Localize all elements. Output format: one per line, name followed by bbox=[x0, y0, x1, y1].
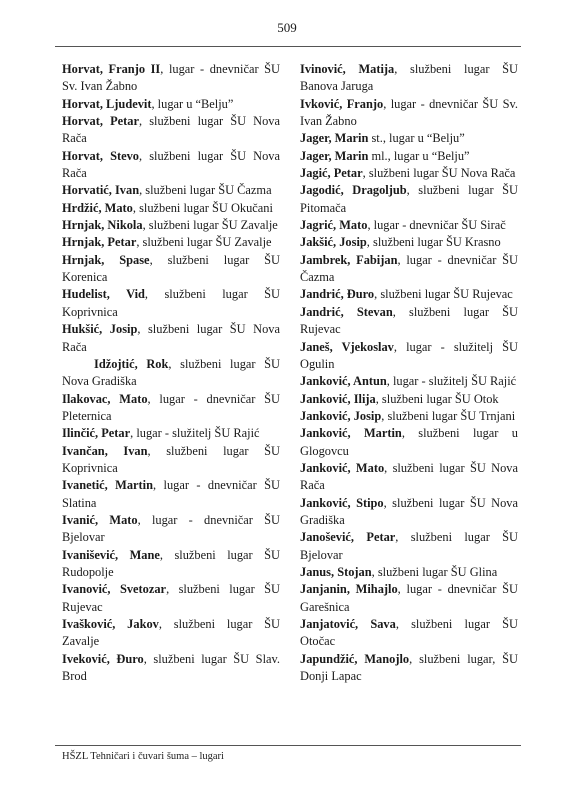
entry-name: Janković, Antun bbox=[300, 374, 387, 389]
entry-name: Ivković, Franjo bbox=[300, 96, 384, 111]
directory-entry bbox=[300, 165, 518, 182]
directory-entry bbox=[62, 443, 280, 478]
entry-name: Japundžić, Manojlo bbox=[300, 651, 410, 666]
entry-detail: , lugar - dnevničar ŠU Bjelovar bbox=[62, 512, 280, 545]
directory-entry bbox=[62, 217, 280, 234]
directory-entry bbox=[300, 148, 518, 165]
directory-entry bbox=[62, 61, 280, 96]
entry-detail: , službeni lugar ŠU Rujevac bbox=[62, 582, 281, 614]
directory-entry bbox=[300, 339, 518, 374]
entry-name: Hrdžić, Mato bbox=[62, 200, 133, 215]
entry-name: Hrnjak, Nikola bbox=[62, 218, 143, 233]
directory-entry bbox=[300, 425, 518, 460]
directory-entry bbox=[300, 651, 518, 686]
entry-detail: , lugar - dnevničar ŠU Pleternica bbox=[62, 391, 281, 423]
directory-entry bbox=[300, 130, 518, 147]
directory-entry bbox=[300, 96, 518, 131]
directory-entry bbox=[62, 321, 280, 356]
entry-detail: , službeni lugar ŠU Nova Gradiška bbox=[300, 495, 519, 527]
directory-entry bbox=[62, 512, 280, 547]
entry-detail: , službeni lugar ŠU Zavalje bbox=[142, 218, 278, 233]
entry-detail: , lugar - dnevničar ŠU Sirač bbox=[367, 218, 506, 233]
entry-detail: , službeni lugar ŠU Banova Jaruga bbox=[300, 62, 518, 94]
entry-detail: , službeni lugar ŠU Trnjani bbox=[381, 408, 516, 423]
entry-detail: , službeni lugar ŠU Bjelovar bbox=[300, 530, 519, 562]
directory-entry bbox=[62, 391, 280, 426]
entry-name: Ivanetić, Martin bbox=[62, 478, 154, 493]
directory-entry bbox=[300, 217, 518, 234]
directory-entry bbox=[300, 286, 518, 303]
directory-entry bbox=[300, 616, 518, 651]
entry-detail: , službeni lugar ŠU Koprivnica bbox=[62, 443, 280, 475]
page-footer: HŠZL Tehničari i čuvari šuma – lugari bbox=[62, 751, 224, 762]
entry-name: Iveković, Đuro bbox=[62, 651, 144, 666]
directory-entry bbox=[62, 616, 280, 651]
entry-detail: , lugar u “Belju” bbox=[151, 96, 234, 111]
directory-entry bbox=[62, 425, 280, 442]
entry-name: Janjatović, Sava bbox=[300, 617, 396, 631]
header-rule bbox=[55, 46, 521, 47]
entry-detail: , službeni lugar ŠU Rujevac bbox=[300, 304, 519, 337]
entry-detail: , službeni lugar ŠU Slav. Brod bbox=[62, 651, 280, 684]
entry-name: Janjanin, Mihajlo bbox=[300, 582, 398, 597]
directory-entry bbox=[62, 252, 280, 287]
entry-name: Ilakovac, Mato bbox=[62, 391, 148, 406]
entry-name: Hrnjak, Petar bbox=[62, 235, 137, 250]
directory-entry bbox=[300, 495, 518, 530]
entry-detail: , službeni lugar ŠU Rujevac bbox=[374, 287, 513, 302]
entry-detail: , službeni lugar ŠU Nova Rača bbox=[62, 114, 280, 146]
entry-name: Ivanić, Mato bbox=[62, 512, 138, 527]
directory-entry bbox=[300, 391, 518, 408]
entry-name: Ivanišević, Mane bbox=[62, 547, 160, 562]
entry-detail: , službeni lugar ŠU Otočac bbox=[300, 617, 518, 649]
entry-name: Jagodić, Dragoljub bbox=[300, 183, 407, 198]
directory-entry bbox=[62, 234, 280, 251]
entry-name: Ivinović, Matija bbox=[300, 62, 395, 76]
entry-detail: , lugar - dnevničar ŠU Garešnica bbox=[300, 582, 518, 614]
entry-name: Janković, Mato bbox=[300, 460, 385, 475]
directory-entry bbox=[62, 547, 280, 582]
page-number: 509 bbox=[277, 20, 297, 35]
directory-entry bbox=[300, 234, 518, 251]
directory-entry bbox=[300, 252, 518, 287]
entry-detail: , lugar - dnevničar ŠU Slatina bbox=[62, 478, 281, 510]
entry-name: Hrnjak, Spase bbox=[62, 252, 150, 267]
entry-detail: , službeni lugar ŠU Nova Rača bbox=[362, 166, 516, 181]
entry-name: Jager, Marin bbox=[300, 148, 369, 163]
directory-entry bbox=[62, 356, 280, 391]
entry-name: Jandrić, Stevan bbox=[300, 304, 393, 319]
entry-name: Ivančan, Ivan bbox=[62, 443, 148, 458]
entry-detail: st., lugar u “Belju” bbox=[368, 131, 465, 146]
entry-name: Horvat, Stevo bbox=[62, 148, 139, 163]
directory-entry bbox=[300, 373, 518, 390]
entry-name: Janković, Ilija bbox=[300, 391, 376, 406]
directory-entry bbox=[300, 304, 518, 339]
directory-entry bbox=[300, 460, 518, 495]
entry-name: Janus, Stojan bbox=[300, 564, 372, 579]
entry-detail: , službeni lugar ŠU Otok bbox=[375, 391, 499, 406]
directory-entry bbox=[300, 564, 518, 581]
entry-detail: , službeni lugar ŠU Čazma bbox=[139, 183, 272, 198]
entry-name: Hukšić, Josip bbox=[62, 322, 138, 337]
entry-name: Ivašković, Jakov bbox=[62, 617, 159, 631]
entry-detail: , lugar - dnevničar ŠU Čazma bbox=[300, 252, 518, 285]
entry-detail: , lugar - dnevničar ŠU Sv. Ivan Žabno bbox=[300, 96, 518, 129]
entry-detail: , lugar - služitelj ŠU Rajić bbox=[130, 426, 260, 441]
directory-entry bbox=[62, 200, 280, 217]
entry-name: Idžojtić, Rok bbox=[94, 356, 169, 371]
directory-entry bbox=[62, 581, 280, 616]
entry-detail: , službeni lugar ŠU Pitomača bbox=[300, 183, 518, 215]
entry-name: Jandrić, Đuro bbox=[300, 287, 375, 302]
entry-detail: , lugar - služitelj ŠU Ogulin bbox=[300, 339, 518, 371]
directory-entry bbox=[62, 651, 280, 686]
entry-name: Jambrek, Fabijan bbox=[300, 252, 398, 267]
entry-detail: , službeni lugar ŠU Rudopolje bbox=[62, 547, 281, 579]
entry-name: Horvatić, Ivan bbox=[62, 183, 140, 198]
footer-rule bbox=[55, 745, 521, 746]
entry-detail: , službeni lugar ŠU Koprivnica bbox=[62, 287, 281, 319]
entry-name: Janeš, Vjekoslav bbox=[300, 339, 394, 354]
entry-detail: , službeni lugar ŠU Krasno bbox=[366, 235, 501, 250]
entry-detail: , službeni lugar ŠU Okučani bbox=[132, 200, 273, 215]
entry-name: Horvat, Ljudevit bbox=[62, 96, 152, 111]
entry-detail: ml., lugar u “Belju” bbox=[368, 148, 470, 163]
entry-name: Janošević, Petar bbox=[300, 530, 396, 545]
directory-entry bbox=[62, 286, 280, 321]
entry-name: Ilinčić, Petar bbox=[62, 426, 131, 441]
directory-entry bbox=[62, 477, 280, 512]
entry-detail: , službeni lugar ŠU Nova Rača bbox=[300, 460, 518, 493]
entry-name: Janković, Stipo bbox=[300, 495, 384, 510]
entry-detail: , službeni lugar ŠU Zavalje bbox=[136, 235, 272, 250]
entry-name: Hudelist, Vid bbox=[62, 287, 145, 302]
directory-entry bbox=[62, 148, 280, 183]
entry-detail: , lugar - dnevničar ŠU Sv. Ivan Žabno bbox=[62, 62, 281, 94]
entry-detail: , službeni lugar u Glogovcu bbox=[300, 426, 518, 458]
entry-detail: , službeni lugar ŠU Nova Rača bbox=[62, 322, 280, 354]
right-column bbox=[300, 61, 518, 685]
directory-entry bbox=[300, 61, 518, 96]
entry-name: Horvat, Franjo II bbox=[62, 62, 161, 76]
entry-name: Jakšić, Josip bbox=[300, 235, 367, 250]
entry-name: Janković, Josip bbox=[300, 408, 382, 423]
entry-name: Horvat, Petar bbox=[62, 114, 139, 129]
directory-entry bbox=[300, 529, 518, 564]
entry-name: Ivanović, Svetozar bbox=[62, 582, 167, 597]
entry-name: Jager, Marin bbox=[300, 131, 369, 146]
directory-entry bbox=[62, 96, 280, 113]
entry-name: Janković, Martin bbox=[300, 426, 402, 441]
entry-detail: , službeni lugar ŠU Korenica bbox=[62, 252, 280, 285]
entry-detail: , službeni lugar ŠU Nova Gradiška bbox=[62, 356, 281, 389]
entry-detail: , službeni lugar ŠU Nova Rača bbox=[62, 148, 281, 181]
entry-name: Jagić, Petar bbox=[300, 166, 363, 181]
directory-entry bbox=[300, 581, 518, 616]
entry-name: Jagrić, Mato bbox=[300, 218, 368, 233]
directory-entry bbox=[62, 113, 280, 148]
entry-detail: , službeni lugar ŠU Zavalje bbox=[62, 617, 280, 649]
left-column bbox=[62, 61, 280, 685]
directory-entry bbox=[300, 408, 518, 425]
entry-detail: , lugar - služitelj ŠU Rajić bbox=[386, 374, 517, 389]
directory-entry bbox=[62, 182, 280, 199]
entry-detail: , službeni lugar, ŠU Donji Lapac bbox=[300, 651, 518, 684]
entry-detail: , službeni lugar ŠU Glina bbox=[371, 564, 498, 579]
directory-entry bbox=[300, 182, 518, 217]
